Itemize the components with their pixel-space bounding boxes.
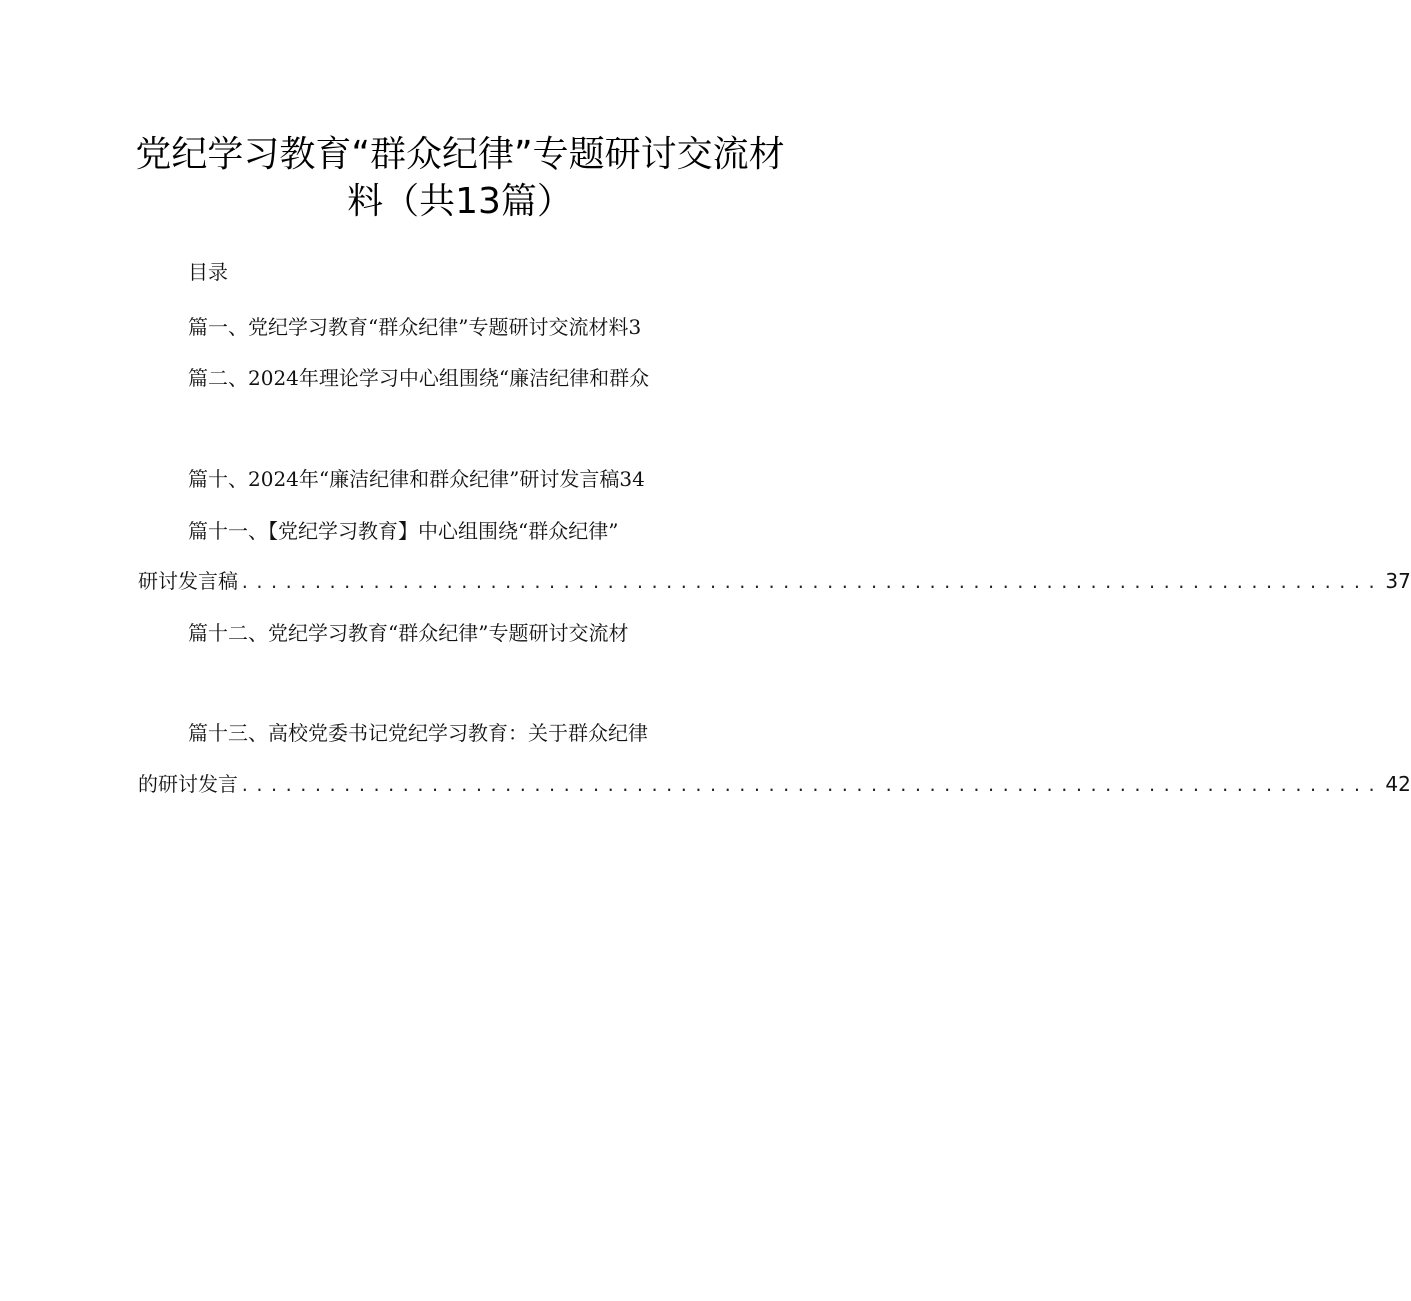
toc-entry-11: 篇十一、【党纪学习教育】中心组围绕“群众纪律” [188,519,619,543]
toc-page-number: 37 [1385,569,1411,593]
toc-heading: 目录 [188,260,228,284]
document-title-line-1: 党纪学习教育“群众纪律”专题研讨交流材 [135,134,785,175]
toc-entry-11-text: 研讨发言稿 [138,569,238,593]
toc-entry-2: 篇二、2024年理论学习中心组围绕“廉洁纪律和群众 [188,366,650,390]
toc-entry-10: 篇十、2024年“廉洁纪律和群众纪律”研讨发言稿34 [188,467,645,491]
toc-leader-dots: .............................................................................. [240,776,1382,795]
toc-entry-12: 篇十二、党纪学习教育“群众纪律”专题研讨交流材 [188,621,629,645]
toc-page-number: 42 [1385,772,1411,796]
toc-entry-13: 篇十三、高校党委书记党纪学习教育：关于群众纪律 [188,721,648,745]
toc-leader-dots: .............................................................................. [240,573,1382,592]
toc-entry-13-continuation [138,770,1411,800]
toc-entry-13-text: 的研讨发言 [138,772,238,796]
document-title-line-2: 料（共13篇） [347,181,573,222]
toc-entry-11-continuation [138,567,1411,597]
toc-entry-1: 篇一、党纪学习教育“群众纪律”专题研讨交流材料3 [188,315,642,339]
